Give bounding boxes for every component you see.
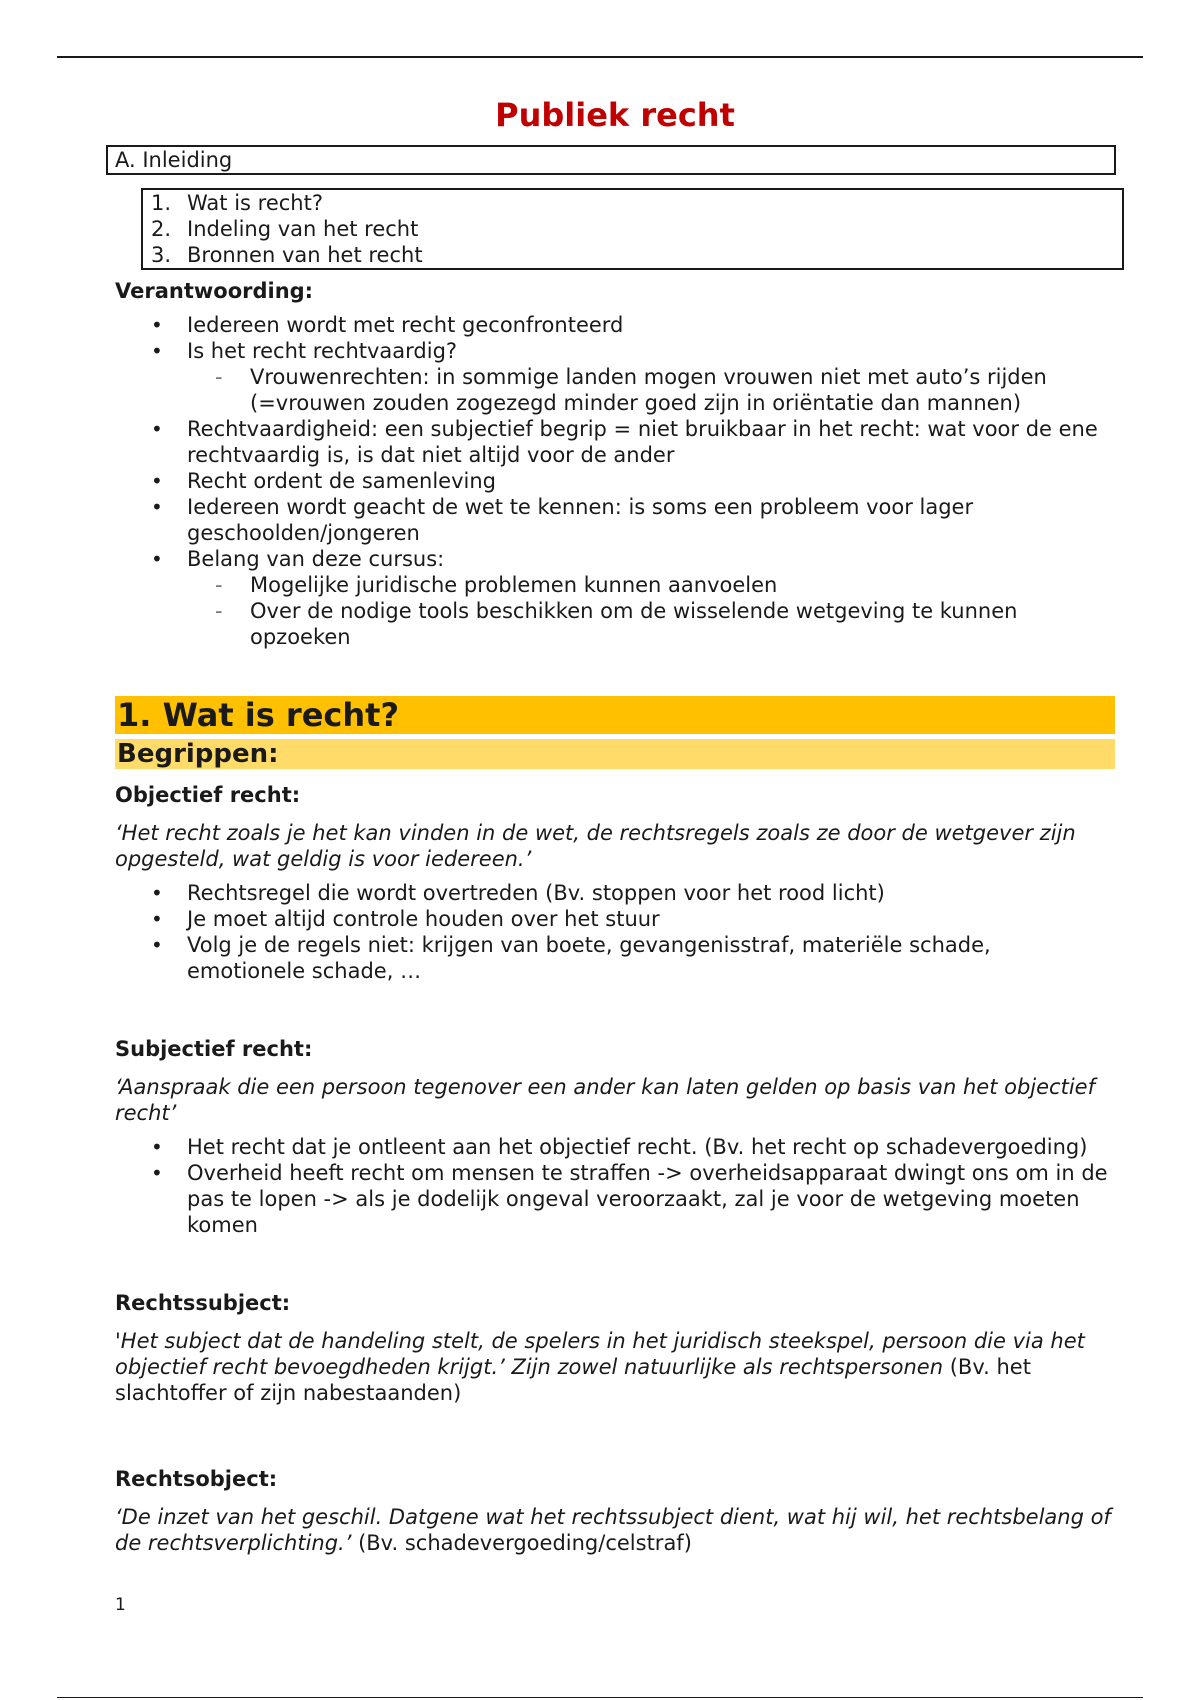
section-heading: 1. Wat is recht? — [115, 696, 1115, 734]
header-rule — [57, 56, 1143, 58]
list-item: • Volg je de regels niet: krijgen van boete, gevangenisstraf, materiële schade, emotionele schade, … — [115, 932, 1115, 984]
list-item-text: Is het recht rechtvaardig? — [187, 339, 458, 363]
toc-label: Wat is recht? — [187, 191, 323, 215]
toc-number: 2. — [151, 217, 172, 241]
objectief-list — [115, 880, 1115, 984]
document-page — [115, 95, 1115, 1618]
chapter-box: A. Inleiding — [106, 145, 1116, 175]
page-number: 1 — [115, 1595, 126, 1615]
list-item-text: Recht ordent de samenleving — [187, 469, 496, 493]
list-item — [115, 468, 1115, 494]
verantwoording-label: Verantwoording: — [115, 279, 314, 303]
term-rechtssubject: Rechtssubject: — [115, 1291, 291, 1315]
sub-list-item: - Vrouwenrechten: in sommige landen mogen vrouwen niet met auto’s rijden (=vrouwen zouden zogezegd minder goed zijn in oriëntatie dan mannen) — [187, 364, 1115, 416]
toc-item — [151, 190, 1122, 216]
list-item: • Je moet altijd controle houden over het stuur — [115, 906, 1115, 932]
definition-italic: ‘De inzet van het geschil. Datgene wat het rechtssubject dient, wat hij wil, het rechtsbelang of de rechtsverplichting.’ — [115, 1505, 1111, 1555]
toc-label: Indeling van het recht — [187, 217, 419, 241]
toc-item — [151, 216, 1122, 242]
list-item-text: Iedereen wordt met recht geconfronteerd — [187, 313, 624, 337]
toc-item — [151, 242, 1122, 268]
list-item — [115, 338, 1115, 416]
sub-list — [187, 364, 1115, 416]
footer-rule — [57, 1697, 1143, 1698]
list-item — [115, 416, 1115, 468]
list-item — [115, 546, 1115, 650]
term-subjectief-recht: Subjectief recht: — [115, 1037, 313, 1061]
list-item-text: Belang van deze cursus: — [187, 547, 445, 571]
definition-example: (Bv. schadevergoeding/celstraf) — [351, 1531, 692, 1555]
toc-number: 1. — [151, 191, 172, 215]
table-of-contents — [141, 188, 1124, 270]
definition-rechtsobject — [115, 1504, 1115, 1556]
sub-list-item: - Over de nodige tools beschikken om de wisselende wetgeving te kunnen opzoeken — [187, 598, 1115, 650]
definition-rechtssubject — [115, 1328, 1115, 1406]
list-item — [115, 312, 1115, 338]
list-item: • Rechtsregel die wordt overtreden (Bv. stoppen voor het rood licht) — [115, 880, 1115, 906]
definition-italic: 'Het subject dat de handeling stelt, de spelers in het juridisch steekspel, persoon die via het objectief recht bevoegdheden krijgt.’ Zijn zowel natuurlijke als rechtspersonen — [115, 1329, 1085, 1379]
definition-example: (Bv. het slachtoffer of zijn nabestaanden) — [115, 1355, 1031, 1405]
toc-label: Bronnen van het recht — [187, 243, 423, 267]
verantwoording-list — [115, 312, 1115, 650]
list-item — [115, 494, 1115, 546]
list-item: • Het recht dat je ontleent aan het objectief recht. (Bv. het recht op schadevergoeding) — [115, 1134, 1115, 1160]
subjectief-list — [115, 1134, 1115, 1238]
term-objectief-recht: Objectief recht: — [115, 783, 301, 807]
list-item: • Overheid heeft recht om mensen te straffen -> overheidsapparaat dwingt ons om in de pas te lopen -> als je dodelijk ongeval veroorzaakt, zal je voor de wetgeving moeten komen — [115, 1160, 1115, 1238]
definition-subjectief-recht: ‘Aanspraak die een persoon tegenover een ander kan laten gelden op basis van het objectief recht’ — [115, 1075, 1095, 1125]
list-item-text: Rechtvaardigheid: een subjectief begrip = niet bruikbaar in het recht: wat voor de ene rechtvaardig is, is dat niet altijd voor de ander — [187, 417, 1098, 467]
term-rechtsobject: Rechtsobject: — [115, 1467, 278, 1491]
document-title: Publiek recht — [495, 96, 735, 134]
definition-objectief-recht: ‘Het recht zoals je het kan vinden in de wet, de rechtsregels zoals ze door de wetgever zijn opgesteld, wat geldig is voor iedereen.’ — [115, 821, 1076, 871]
sub-list-item: - Mogelijke juridische problemen kunnen aanvoelen — [187, 572, 1115, 598]
toc-number: 3. — [151, 243, 172, 267]
sub-list — [187, 572, 1115, 650]
section-subheading: Begrippen: — [115, 739, 1115, 769]
list-item-text: Iedereen wordt geacht de wet te kennen: is soms een probleem voor lager geschoolden/jongeren — [187, 495, 974, 545]
